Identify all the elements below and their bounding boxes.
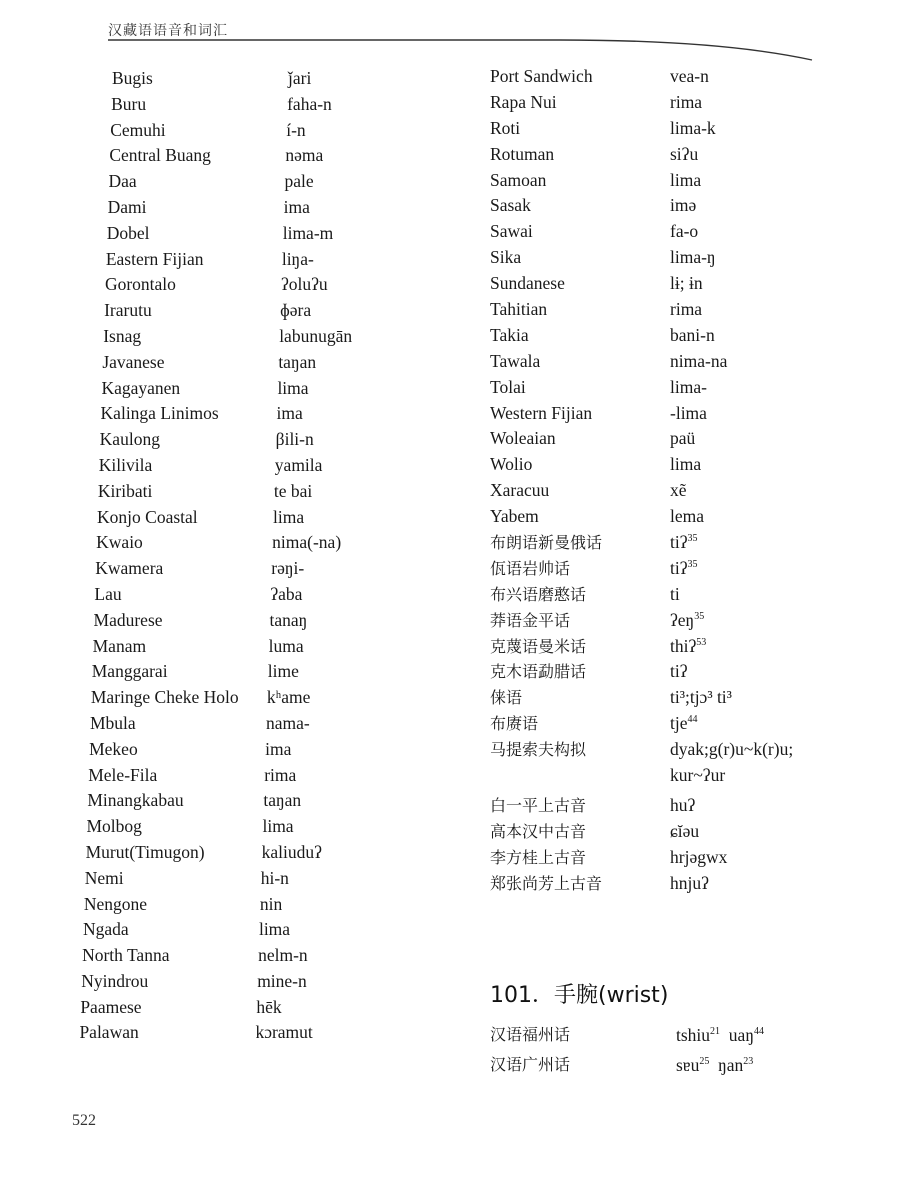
word-row	[0, 711, 470, 737]
word-form: ima	[283, 196, 310, 217]
language-name: 汉语广州话	[490, 1055, 571, 1074]
word-row	[490, 608, 890, 634]
word-form	[670, 582, 680, 608]
word-row	[490, 375, 890, 401]
word-form	[670, 819, 699, 845]
word-form: yamila	[274, 454, 323, 475]
word-row	[0, 814, 470, 840]
word-row	[490, 504, 890, 530]
word-row	[490, 142, 890, 168]
word-text: lema	[670, 506, 705, 527]
language-name: Tahitian	[490, 299, 548, 320]
word-form: ima	[265, 738, 292, 759]
word-text: paü	[670, 428, 696, 449]
language-name: 克木语勐腊话	[490, 662, 587, 682]
word-text: siʔu	[670, 143, 699, 164]
word-form: nəma	[285, 145, 324, 166]
word-row	[0, 530, 470, 556]
language-name: Rotuman	[490, 143, 555, 164]
word-text: imə	[670, 195, 697, 216]
language-name: 克蔑语曼米话	[490, 636, 587, 656]
word-form: βili-n	[275, 429, 314, 450]
word-form	[670, 271, 703, 297]
word-row	[0, 169, 470, 195]
word-text: ŋan	[718, 1055, 744, 1075]
word-row	[490, 711, 890, 737]
language-name: Samoan	[490, 169, 547, 190]
tone-superscript: 25	[699, 1056, 710, 1068]
language-name: 李方桂上古音	[490, 847, 587, 867]
section-title: 101．手腕(wrist)	[490, 983, 669, 1008]
word-row	[490, 871, 890, 897]
word-form	[670, 323, 715, 349]
word-row	[0, 350, 470, 376]
word-form	[676, 1050, 753, 1080]
word-text: rima	[670, 91, 703, 112]
word-form: lime	[267, 661, 299, 682]
word-form: pale	[284, 171, 314, 192]
right-word-list	[490, 64, 890, 897]
word-form	[670, 297, 702, 323]
word-row	[0, 840, 470, 866]
language-name: Yabem	[490, 506, 539, 527]
language-name: 马提索夫构拟	[490, 740, 587, 760]
language-name: Eastern Fijian	[105, 248, 204, 269]
word-form: hi-n	[260, 867, 289, 888]
word-form	[670, 90, 702, 116]
word-row	[490, 401, 890, 427]
language-name: Nyindrou	[81, 970, 149, 991]
language-name: North Tanna	[82, 945, 170, 966]
word-text: dyak;g(r)u~k(r)u;	[670, 739, 794, 760]
left-word-list	[0, 66, 470, 1046]
word-form	[670, 504, 704, 530]
word-form: nima(-na)	[272, 532, 342, 553]
word-form	[670, 763, 725, 789]
word-form: lima	[258, 919, 291, 940]
word-row	[490, 426, 890, 452]
word-form	[676, 1020, 764, 1050]
word-form: te bai	[273, 480, 313, 501]
language-name: Takia	[490, 324, 529, 345]
word-row	[0, 763, 470, 789]
word-text: vea-n	[670, 66, 709, 86]
word-form	[670, 478, 687, 504]
word-text: ti	[670, 583, 680, 604]
language-name: Kalinga Linimos	[100, 403, 219, 424]
word-row	[0, 324, 470, 350]
word-row	[490, 193, 890, 219]
word-row	[490, 845, 890, 871]
word-text: ʔeŋ	[670, 609, 695, 630]
language-name: Paamese	[80, 996, 142, 1017]
word-form	[670, 871, 709, 897]
word-text: hnjuʔ	[670, 872, 709, 893]
word-row	[0, 917, 470, 943]
word-form: mine-n	[257, 970, 307, 991]
word-form: ʔaba	[270, 583, 303, 604]
language-name: Konjo Coastal	[97, 506, 198, 527]
language-name: 莽语金平话	[490, 610, 571, 630]
word-text: lima	[670, 169, 702, 190]
word-form: lima	[262, 816, 294, 837]
word-text: lima	[670, 454, 702, 475]
language-name: Manggarai	[91, 661, 168, 682]
language-name: Xaracuu	[490, 480, 550, 501]
word-form: lima-m	[282, 222, 334, 243]
word-row	[490, 297, 890, 323]
tone-superscript: 35	[694, 610, 705, 622]
word-row	[0, 272, 470, 298]
word-row	[490, 116, 890, 142]
word-row	[0, 582, 470, 608]
word-text: -lima	[670, 402, 707, 423]
word-form: taŋan	[278, 351, 317, 372]
language-name: Woleaian	[490, 428, 556, 449]
language-name: Ngada	[82, 919, 129, 940]
language-name: Kaulong	[99, 429, 160, 450]
language-name: Sundanese	[490, 273, 565, 294]
word-row	[0, 943, 470, 969]
language-name: Kwaio	[96, 532, 143, 553]
word-form: rima	[264, 764, 297, 785]
word-form: kɔramut	[255, 1022, 313, 1043]
word-row	[0, 247, 470, 273]
tone-superscript: 23	[743, 1056, 754, 1068]
word-row	[490, 271, 890, 297]
word-row	[0, 634, 470, 660]
language-name: Rapa Nui	[490, 91, 557, 112]
word-form: luma	[268, 635, 304, 656]
word-row	[0, 788, 470, 814]
language-name: Mele-Fila	[88, 764, 158, 785]
tone-superscript: 44	[687, 714, 698, 726]
word-form	[670, 452, 701, 478]
language-name: 布朗语新曼俄话	[490, 533, 603, 553]
word-row	[0, 608, 470, 634]
word-row	[490, 323, 890, 349]
word-text: lɨ; ɨn	[670, 273, 703, 294]
word-form: labunugān	[279, 325, 353, 346]
word-row	[490, 556, 890, 582]
word-row	[490, 452, 890, 478]
language-name: Tolai	[490, 376, 526, 397]
language-name: 布赓语	[490, 714, 539, 734]
header-rule	[0, 0, 900, 70]
word-row	[490, 478, 890, 504]
word-text: lima-	[670, 376, 707, 397]
word-form	[670, 608, 704, 634]
language-name: Bugis	[112, 68, 153, 88]
word-form: faha-n	[287, 93, 332, 114]
word-row	[490, 168, 890, 194]
word-form	[670, 845, 727, 871]
word-row	[0, 556, 470, 582]
language-name: Dobel	[106, 222, 150, 243]
word-row	[0, 92, 470, 118]
language-name: Dami	[107, 196, 147, 217]
word-form	[670, 64, 709, 90]
language-name: Kilivila	[98, 454, 153, 475]
word-text: tiʔ	[670, 661, 688, 682]
language-name: Molbog	[86, 816, 142, 837]
word-row	[0, 737, 470, 763]
word-form	[670, 659, 688, 685]
word-row	[0, 995, 470, 1021]
word-row	[490, 737, 890, 763]
word-text: ti³;tjɔ³ ti³	[670, 687, 732, 708]
language-name: 郑张尚芳上古音	[490, 873, 603, 893]
word-row	[0, 427, 470, 453]
language-name: Port Sandwich	[490, 66, 593, 86]
word-row	[490, 763, 890, 789]
word-text: hrjəgwx	[670, 846, 728, 867]
word-text: kur~ʔur	[670, 765, 726, 786]
word-text: uaŋ	[728, 1025, 754, 1045]
language-name: Wolio	[490, 454, 533, 475]
word-form: lima	[277, 377, 309, 398]
page-number: 522	[72, 1112, 96, 1129]
language-name: Sika	[490, 247, 522, 268]
word-text: fa-o	[670, 221, 699, 242]
word-text: ɕĭəu	[670, 820, 700, 841]
word-form: liŋa-	[281, 248, 314, 269]
word-row	[490, 530, 890, 556]
word-form: rəŋi-	[271, 558, 305, 579]
word-form	[670, 245, 716, 271]
word-row	[0, 969, 470, 995]
word-form	[670, 168, 701, 194]
word-form	[670, 426, 695, 452]
word-row	[0, 685, 470, 711]
word-row	[0, 659, 470, 685]
word-form: nelm-n	[258, 945, 308, 966]
language-name: 白一平上古音	[490, 795, 587, 815]
word-row	[0, 298, 470, 324]
language-name: Kagayanen	[101, 377, 181, 398]
word-text: rima	[670, 299, 703, 320]
language-name: Central Buang	[109, 145, 211, 166]
word-row	[490, 659, 890, 685]
language-name: Madurese	[93, 609, 163, 630]
word-form: lima	[273, 506, 305, 527]
word-row	[0, 143, 470, 169]
word-form: tanaŋ	[269, 609, 308, 630]
word-row	[0, 401, 470, 427]
tone-superscript: 21	[710, 1026, 721, 1038]
word-form	[670, 116, 716, 142]
language-name: Manam	[92, 635, 147, 656]
word-text: huʔ	[670, 794, 696, 815]
language-name: 布兴语磨憨话	[490, 584, 587, 604]
word-text: tiʔ	[670, 532, 688, 553]
language-name: 高本汉中古音	[490, 821, 587, 841]
word-text: thiʔ	[670, 635, 697, 656]
word-form	[670, 193, 696, 219]
word-row	[490, 349, 890, 375]
language-name: Irarutu	[104, 300, 152, 321]
word-row	[0, 221, 470, 247]
word-row	[490, 634, 890, 660]
word-text: tiʔ	[670, 557, 688, 578]
word-form	[670, 349, 727, 375]
word-form: ɸəra	[280, 300, 312, 321]
word-text: tje	[670, 713, 688, 734]
word-row	[490, 219, 890, 245]
word-form: kʰame	[266, 687, 311, 708]
word-form	[670, 793, 695, 819]
word-row	[490, 819, 890, 845]
language-name: Daa	[108, 171, 137, 192]
language-name: Western Fijian	[490, 402, 593, 423]
language-name: Gorontalo	[104, 274, 176, 295]
word-text: lima-k	[670, 117, 716, 138]
language-name: Javanese	[102, 351, 165, 372]
tone-superscript: 44	[753, 1026, 764, 1038]
word-row	[490, 245, 890, 271]
word-form: í-n	[286, 119, 306, 140]
word-form	[670, 401, 707, 427]
language-name: Mbula	[90, 712, 136, 733]
word-row	[0, 1020, 470, 1046]
word-form	[670, 142, 698, 168]
word-form	[670, 634, 706, 660]
word-form: hēk	[256, 996, 282, 1017]
language-name: Nemi	[84, 867, 124, 888]
language-name: Sasak	[490, 195, 531, 216]
word-row	[0, 892, 470, 918]
language-name: Palawan	[79, 1022, 139, 1043]
word-form: ǰari	[288, 68, 312, 88]
word-row	[0, 66, 470, 92]
word-row	[490, 793, 890, 819]
language-name: Tawala	[490, 350, 541, 371]
running-header: 汉藏语语音和词汇	[108, 23, 228, 39]
language-name: Nengone	[83, 893, 148, 914]
language-name: Roti	[490, 117, 521, 138]
language-name: Isnag	[103, 325, 142, 346]
language-name: Murut(Timugon)	[85, 841, 205, 862]
word-form	[670, 219, 698, 245]
word-text: nima-na	[670, 350, 728, 371]
language-name: Sawai	[490, 221, 533, 242]
language-name: Cemuhi	[110, 119, 166, 140]
tone-superscript: 35	[687, 533, 698, 545]
language-name: Buru	[111, 93, 147, 114]
language-name: Mekeo	[89, 738, 138, 759]
word-form: nin	[259, 893, 283, 914]
word-row	[490, 64, 890, 90]
word-text: sɐu	[676, 1055, 700, 1075]
tone-superscript: 53	[696, 636, 707, 648]
word-form: ima	[276, 403, 303, 424]
word-form: nama-	[266, 712, 310, 733]
language-name: 汉语福州话	[490, 1025, 571, 1044]
word-row	[0, 505, 470, 531]
word-row	[490, 90, 890, 116]
language-name: Kiribati	[97, 480, 153, 501]
word-row	[490, 685, 890, 711]
word-row	[0, 376, 470, 402]
language-name: Lau	[94, 583, 122, 604]
word-row	[0, 118, 470, 144]
word-row	[0, 866, 470, 892]
word-form	[670, 737, 793, 763]
word-form: ʔoluʔu	[280, 274, 328, 295]
language-name: 俫语	[490, 688, 523, 708]
word-text: xẽ	[670, 480, 687, 501]
tone-superscript: 35	[687, 559, 698, 571]
language-name: 佤语岩帅话	[490, 558, 571, 578]
word-text: bani-n	[670, 324, 715, 345]
word-row	[0, 453, 470, 479]
word-form: taŋan	[263, 790, 302, 811]
word-form	[670, 711, 698, 737]
word-form	[670, 530, 698, 556]
language-name: Minangkabau	[87, 790, 184, 811]
word-row	[0, 195, 470, 221]
word-form	[670, 685, 732, 711]
word-text: lima-ŋ	[670, 247, 716, 268]
word-row	[0, 479, 470, 505]
language-name: Maringe Cheke Holo	[90, 687, 239, 708]
word-form	[670, 375, 707, 401]
language-name: Kwamera	[95, 558, 164, 579]
word-text: tshiu	[676, 1025, 711, 1045]
word-row	[490, 582, 890, 608]
word-form: kaliuduʔ	[261, 841, 322, 862]
word-form	[670, 556, 698, 582]
